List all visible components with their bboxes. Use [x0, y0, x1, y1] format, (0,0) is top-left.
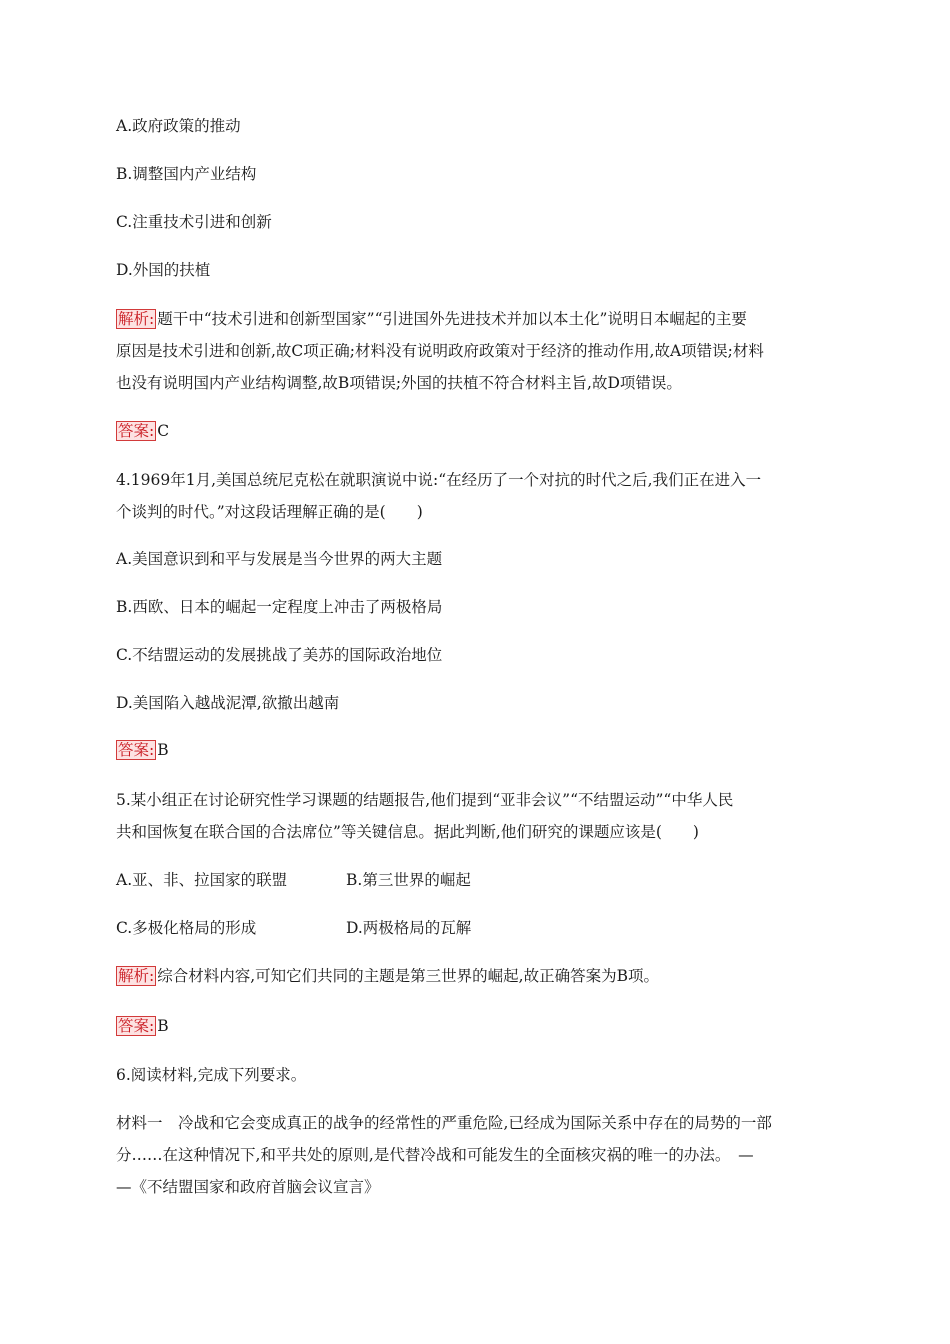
- q4-option-a: A.美国意识到和平与发展是当今世界的两大主题: [116, 550, 443, 568]
- q3-answer: [116, 421, 169, 441]
- q3-option-d: D.外国的扶植: [116, 261, 211, 279]
- q4-option-c: C.不结盟运动的发展挑战了美苏的国际政治地位: [116, 646, 443, 664]
- q6-stem: 6.阅读材料,完成下列要求。: [116, 1066, 307, 1084]
- q4-option-d: D.美国陷入越战泥潭,欲撤出越南: [116, 694, 340, 712]
- answer-tag: 答案:: [118, 1017, 155, 1035]
- q4-answer-value: B: [157, 741, 169, 759]
- q5-option-a: A.亚、非、拉国家的联盟: [116, 871, 288, 889]
- q6-material-line-2: 分……在这种情况下,和平共处的原则,是代替冷战和可能发生的全面核灾祸的唯一的办法。 —: [116, 1146, 754, 1164]
- analysis-tag: 解析:: [118, 967, 155, 985]
- q5-answer-value: B: [157, 1017, 169, 1035]
- q5-option-d: D.两极格局的瓦解: [346, 919, 472, 937]
- q5-option-c: C.多极化格局的形成: [116, 919, 257, 937]
- q5-analysis: [116, 966, 659, 986]
- q4-stem-line-1: 4.1969年1月,美国总统尼克松在就职演说中说:“在经历了一个对抗的时代之后,我们正在进入一: [116, 471, 762, 489]
- q3-analysis-line-1: [116, 309, 747, 329]
- q5-analysis-text: 综合材料内容,可知它们共同的主题是第三世界的崛起,故正确答案为B项。: [157, 967, 659, 985]
- analysis-tag: 解析:: [118, 310, 155, 328]
- q5-option-b: B.第三世界的崛起: [346, 871, 471, 889]
- q4-option-b: B.西欧、日本的崛起一定程度上冲击了两极格局: [116, 598, 443, 616]
- q4-answer: [116, 740, 169, 760]
- q3-option-b: B.调整国内产业结构: [116, 165, 257, 183]
- q3-analysis-line-3: 也没有说明国内产业结构调整,故B项错误;外国的扶植不符合材料主旨,故D项错误。: [116, 374, 682, 392]
- q5-stem-line-1: 5.某小组正在讨论研究性学习课题的结题报告,他们提到“亚非会议”“不结盟运动”“中华人民: [116, 791, 734, 809]
- q3-option-c: C.注重技术引进和创新: [116, 213, 272, 231]
- q6-material-line-1: 材料一 冷战和它会变成真正的战争的经常性的严重危险,已经成为国际关系中存在的局势的一部: [116, 1114, 772, 1132]
- q3-analysis-line-2: 原因是技术引进和创新,故C项正确;材料没有说明政府政策对于经济的推动作用,故A项错误;材料: [116, 342, 764, 360]
- q6-material-source: —《不结盟国家和政府首脑会议宣言》: [116, 1178, 380, 1196]
- q5-answer: [116, 1016, 169, 1036]
- q3-option-a: A.政府政策的推动: [116, 117, 241, 135]
- answer-tag: 答案:: [118, 741, 155, 759]
- answer-tag: 答案:: [118, 422, 155, 440]
- q5-stem-line-2: 共和国恢复在联合国的合法席位”等关键信息。据此判断,他们研究的课题应该是( ): [116, 823, 699, 841]
- q3-answer-value: C: [157, 422, 170, 440]
- q3-analysis-text: 题干中“技术引进和创新型国家”“引进国外先进技术并加以本土化”说明日本崛起的主要: [157, 310, 747, 328]
- q4-stem-line-2: 个谈判的时代。”对这段话理解正确的是( ): [116, 503, 423, 521]
